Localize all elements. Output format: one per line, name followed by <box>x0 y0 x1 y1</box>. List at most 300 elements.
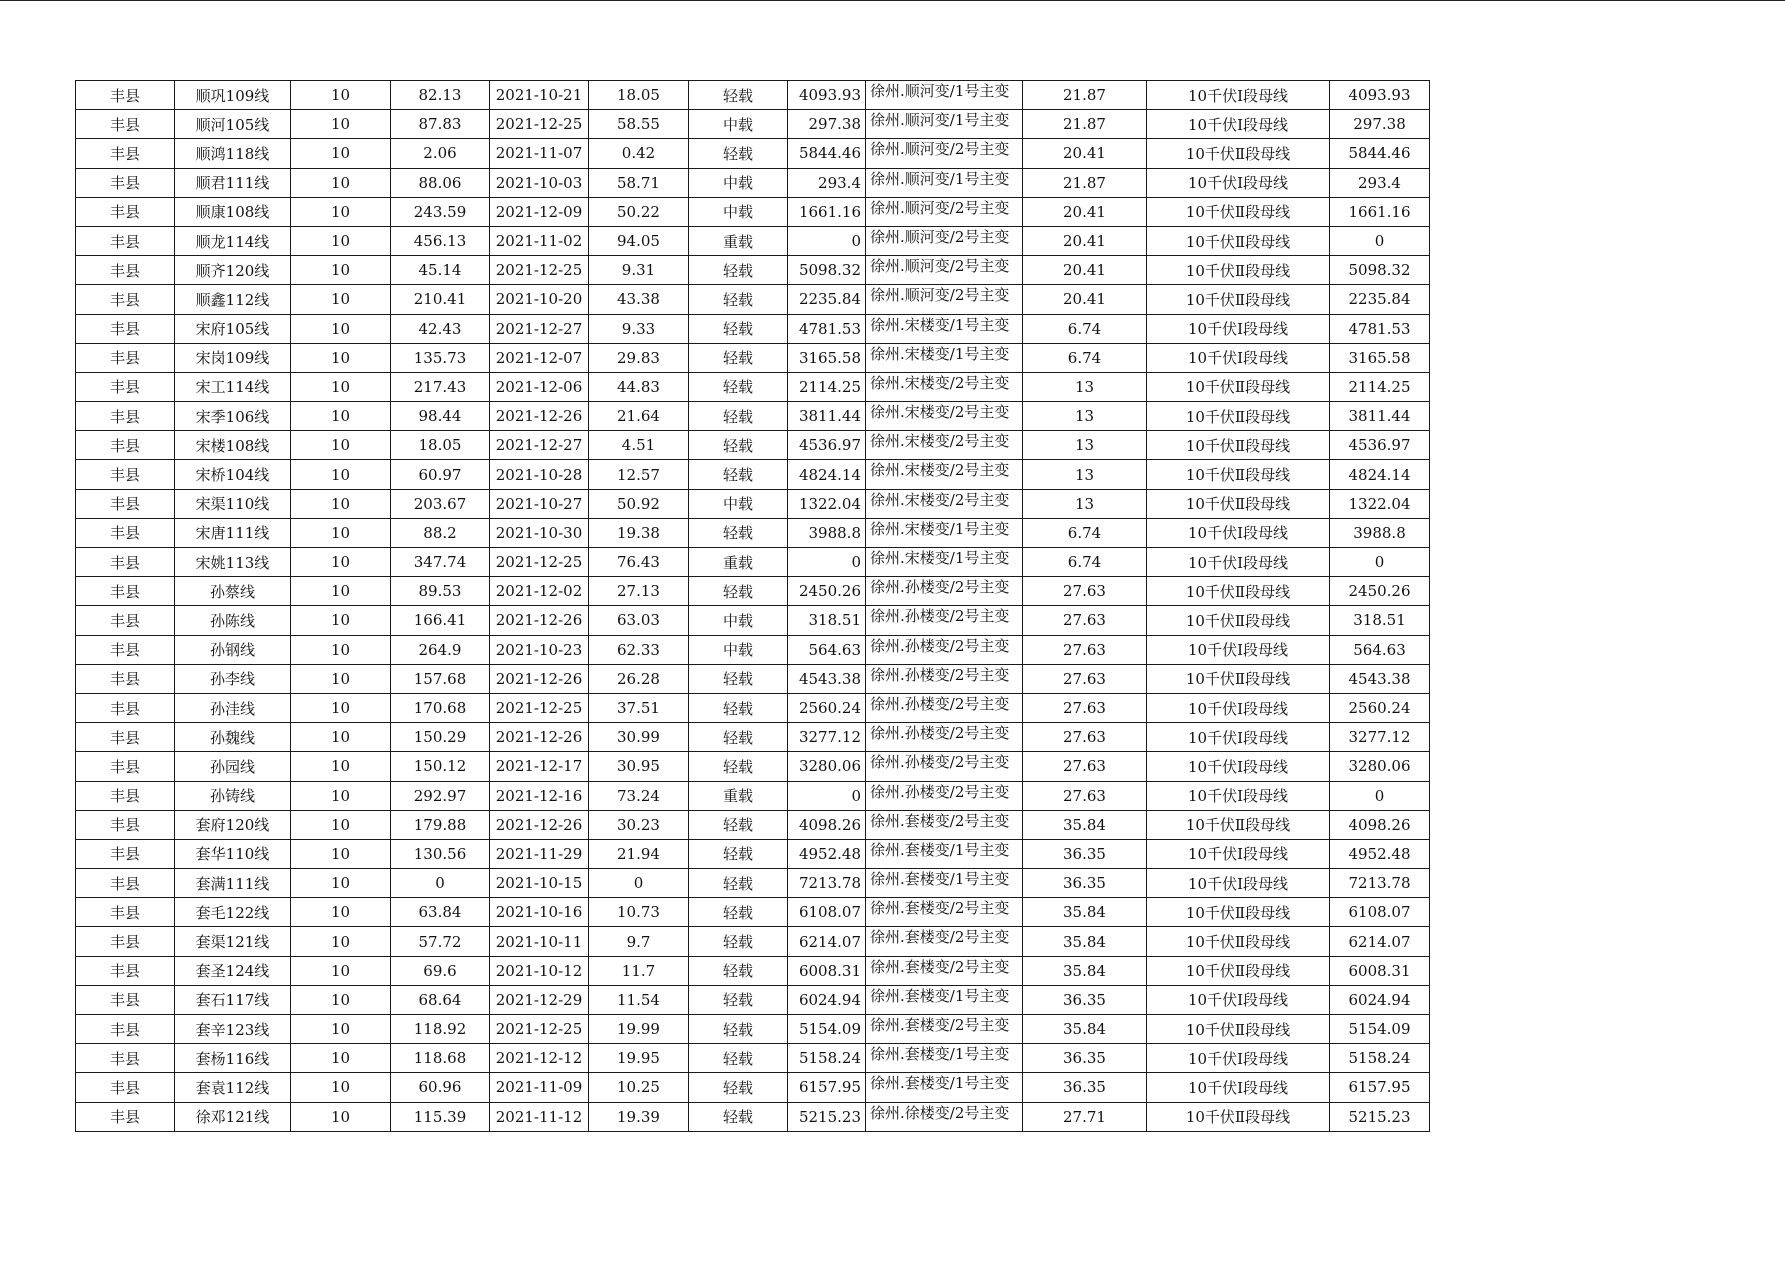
transformer-load-cell: 36.35 <box>1023 869 1147 898</box>
load-rate-cell: 76.43 <box>589 548 689 577</box>
date-cell: 2021-10-11 <box>490 927 589 956</box>
load-rate-cell: 9.33 <box>589 314 689 343</box>
voltage-cell: 10 <box>291 1015 391 1044</box>
available-capacity-cell: 3811.44 <box>788 402 866 431</box>
date-cell: 2021-10-30 <box>490 518 589 547</box>
table-row <box>76 372 1430 401</box>
line-capacity-cell: 318.51 <box>1330 606 1430 635</box>
load-rate-cell: 9.31 <box>589 256 689 285</box>
current-cell: 42.43 <box>391 314 490 343</box>
substation-transformer-cell: 徐州.套楼变/1号主变 <box>866 1044 1023 1073</box>
table-row <box>76 1102 1430 1131</box>
substation-transformer-cell: 徐州.宋楼变/2号主变 <box>866 431 1023 460</box>
date-cell: 2021-10-21 <box>490 81 589 110</box>
date-cell: 2021-12-16 <box>490 781 589 810</box>
table-row <box>76 781 1430 810</box>
busbar-cell: 10千伏Ⅱ段母线 <box>1147 1015 1330 1044</box>
available-capacity-cell: 4952.48 <box>788 839 866 868</box>
load-level-cell: 轻载 <box>689 285 788 314</box>
voltage-cell: 10 <box>291 226 391 255</box>
line-name-cell: 套杨116线 <box>175 1044 291 1073</box>
table-row <box>76 1015 1430 1044</box>
transformer-load-cell: 20.41 <box>1023 256 1147 285</box>
county-cell: 丰县 <box>76 81 175 110</box>
date-cell: 2021-12-25 <box>490 110 589 139</box>
substation-transformer-cell: 徐州.孙楼变/2号主变 <box>866 781 1023 810</box>
date-cell: 2021-10-03 <box>490 168 589 197</box>
table-row <box>76 898 1430 927</box>
available-capacity-cell: 4098.26 <box>788 810 866 839</box>
table-row <box>76 314 1430 343</box>
current-cell: 89.53 <box>391 577 490 606</box>
line-name-cell: 顺河105线 <box>175 110 291 139</box>
load-rate-cell: 50.22 <box>589 197 689 226</box>
busbar-cell: 10千伏Ⅱ段母线 <box>1147 285 1330 314</box>
busbar-cell: 10千伏Ⅰ段母线 <box>1147 635 1330 664</box>
line-capacity-cell: 5158.24 <box>1330 1044 1430 1073</box>
available-capacity-cell: 4543.38 <box>788 664 866 693</box>
load-level-cell: 轻载 <box>689 839 788 868</box>
available-capacity-cell: 3988.8 <box>788 518 866 547</box>
current-cell: 243.59 <box>391 197 490 226</box>
transformer-load-cell: 27.63 <box>1023 635 1147 664</box>
line-name-cell: 孙蔡线 <box>175 577 291 606</box>
date-cell: 2021-10-20 <box>490 285 589 314</box>
busbar-cell: 10千伏Ⅰ段母线 <box>1147 869 1330 898</box>
substation-transformer-cell: 徐州.宋楼变/2号主变 <box>866 372 1023 401</box>
load-level-cell: 轻载 <box>689 431 788 460</box>
transformer-load-cell: 27.71 <box>1023 1102 1147 1131</box>
line-capacity-cell: 2560.24 <box>1330 693 1430 722</box>
voltage-cell: 10 <box>291 402 391 431</box>
load-rate-cell: 30.95 <box>589 752 689 781</box>
busbar-cell: 10千伏Ⅱ段母线 <box>1147 139 1330 168</box>
substation-transformer-cell: 徐州.套楼变/2号主变 <box>866 898 1023 927</box>
table-row <box>76 985 1430 1014</box>
transformer-load-cell: 13 <box>1023 460 1147 489</box>
county-cell: 丰县 <box>76 839 175 868</box>
line-name-cell: 套圣124线 <box>175 956 291 985</box>
load-level-cell: 轻载 <box>689 723 788 752</box>
available-capacity-cell: 6214.07 <box>788 927 866 956</box>
available-capacity-cell: 0 <box>788 548 866 577</box>
current-cell: 118.68 <box>391 1044 490 1073</box>
county-cell: 丰县 <box>76 606 175 635</box>
busbar-cell: 10千伏Ⅰ段母线 <box>1147 548 1330 577</box>
county-cell: 丰县 <box>76 781 175 810</box>
load-level-cell: 轻载 <box>689 810 788 839</box>
load-rate-cell: 0 <box>589 869 689 898</box>
line-capacity-cell: 3277.12 <box>1330 723 1430 752</box>
load-rate-cell: 9.7 <box>589 927 689 956</box>
current-cell: 82.13 <box>391 81 490 110</box>
load-level-cell: 轻载 <box>689 664 788 693</box>
voltage-cell: 10 <box>291 606 391 635</box>
available-capacity-cell: 5215.23 <box>788 1102 866 1131</box>
load-level-cell: 轻载 <box>689 402 788 431</box>
line-capacity-cell: 5098.32 <box>1330 256 1430 285</box>
county-cell: 丰县 <box>76 664 175 693</box>
voltage-cell: 10 <box>291 460 391 489</box>
table-row <box>76 197 1430 226</box>
voltage-cell: 10 <box>291 693 391 722</box>
line-capacity-cell: 3165.58 <box>1330 343 1430 372</box>
substation-transformer-cell: 徐州.顺河变/2号主变 <box>866 256 1023 285</box>
line-capacity-cell: 4536.97 <box>1330 431 1430 460</box>
busbar-cell: 10千伏Ⅰ段母线 <box>1147 693 1330 722</box>
busbar-cell: 10千伏Ⅱ段母线 <box>1147 927 1330 956</box>
busbar-cell: 10千伏Ⅱ段母线 <box>1147 372 1330 401</box>
table-row <box>76 635 1430 664</box>
line-name-cell: 孙陈线 <box>175 606 291 635</box>
line-capacity-cell: 5154.09 <box>1330 1015 1430 1044</box>
county-cell: 丰县 <box>76 810 175 839</box>
voltage-cell: 10 <box>291 518 391 547</box>
current-cell: 203.67 <box>391 489 490 518</box>
feeder-load-table <box>75 80 1430 1132</box>
load-rate-cell: 43.38 <box>589 285 689 314</box>
line-name-cell: 宋桥104线 <box>175 460 291 489</box>
date-cell: 2021-12-26 <box>490 402 589 431</box>
substation-transformer-cell: 徐州.宋楼变/1号主变 <box>866 343 1023 372</box>
current-cell: 18.05 <box>391 431 490 460</box>
load-rate-cell: 63.03 <box>589 606 689 635</box>
line-capacity-cell: 4952.48 <box>1330 839 1430 868</box>
date-cell: 2021-11-12 <box>490 1102 589 1131</box>
line-name-cell: 宋姚113线 <box>175 548 291 577</box>
load-rate-cell: 12.57 <box>589 460 689 489</box>
line-capacity-cell: 3280.06 <box>1330 752 1430 781</box>
line-name-cell: 宋唐111线 <box>175 518 291 547</box>
available-capacity-cell: 6108.07 <box>788 898 866 927</box>
line-name-cell: 宋楼108线 <box>175 431 291 460</box>
load-rate-cell: 10.25 <box>589 1073 689 1102</box>
substation-transformer-cell: 徐州.宋楼变/1号主变 <box>866 314 1023 343</box>
busbar-cell: 10千伏Ⅰ段母线 <box>1147 723 1330 752</box>
table-row <box>76 1073 1430 1102</box>
date-cell: 2021-10-15 <box>490 869 589 898</box>
voltage-cell: 10 <box>291 810 391 839</box>
transformer-load-cell: 21.87 <box>1023 81 1147 110</box>
current-cell: 264.9 <box>391 635 490 664</box>
date-cell: 2021-12-26 <box>490 810 589 839</box>
current-cell: 456.13 <box>391 226 490 255</box>
line-name-cell: 宋工114线 <box>175 372 291 401</box>
busbar-cell: 10千伏Ⅰ段母线 <box>1147 168 1330 197</box>
transformer-load-cell: 13 <box>1023 372 1147 401</box>
voltage-cell: 10 <box>291 110 391 139</box>
table-row <box>76 256 1430 285</box>
date-cell: 2021-10-27 <box>490 489 589 518</box>
line-name-cell: 套辛123线 <box>175 1015 291 1044</box>
voltage-cell: 10 <box>291 256 391 285</box>
available-capacity-cell: 0 <box>788 226 866 255</box>
load-level-cell: 轻载 <box>689 343 788 372</box>
current-cell: 88.2 <box>391 518 490 547</box>
busbar-cell: 10千伏Ⅱ段母线 <box>1147 402 1330 431</box>
date-cell: 2021-12-25 <box>490 1015 589 1044</box>
substation-transformer-cell: 徐州.顺河变/2号主变 <box>866 197 1023 226</box>
line-capacity-cell: 0 <box>1330 548 1430 577</box>
load-level-cell: 重载 <box>689 226 788 255</box>
county-cell: 丰县 <box>76 343 175 372</box>
load-rate-cell: 26.28 <box>589 664 689 693</box>
county-cell: 丰县 <box>76 752 175 781</box>
substation-transformer-cell: 徐州.孙楼变/2号主变 <box>866 577 1023 606</box>
date-cell: 2021-10-12 <box>490 956 589 985</box>
county-cell: 丰县 <box>76 139 175 168</box>
county-cell: 丰县 <box>76 372 175 401</box>
substation-transformer-cell: 徐州.套楼变/1号主变 <box>866 839 1023 868</box>
county-cell: 丰县 <box>76 577 175 606</box>
busbar-cell: 10千伏Ⅰ段母线 <box>1147 1044 1330 1073</box>
busbar-cell: 10千伏Ⅱ段母线 <box>1147 460 1330 489</box>
county-cell: 丰县 <box>76 489 175 518</box>
available-capacity-cell: 1322.04 <box>788 489 866 518</box>
county-cell: 丰县 <box>76 985 175 1014</box>
voltage-cell: 10 <box>291 431 391 460</box>
table-body <box>76 81 1430 1132</box>
table-row <box>76 606 1430 635</box>
table-row <box>76 869 1430 898</box>
busbar-cell: 10千伏Ⅱ段母线 <box>1147 810 1330 839</box>
available-capacity-cell: 0 <box>788 781 866 810</box>
substation-transformer-cell: 徐州.宋楼变/1号主变 <box>866 548 1023 577</box>
substation-transformer-cell: 徐州.宋楼变/2号主变 <box>866 402 1023 431</box>
current-cell: 45.14 <box>391 256 490 285</box>
table-row <box>76 431 1430 460</box>
line-capacity-cell: 3811.44 <box>1330 402 1430 431</box>
available-capacity-cell: 4093.93 <box>788 81 866 110</box>
county-cell: 丰县 <box>76 518 175 547</box>
load-level-cell: 轻载 <box>689 518 788 547</box>
date-cell: 2021-12-25 <box>490 693 589 722</box>
substation-transformer-cell: 徐州.孙楼变/2号主变 <box>866 752 1023 781</box>
load-rate-cell: 4.51 <box>589 431 689 460</box>
transformer-load-cell: 35.84 <box>1023 898 1147 927</box>
date-cell: 2021-10-23 <box>490 635 589 664</box>
date-cell: 2021-11-07 <box>490 139 589 168</box>
county-cell: 丰县 <box>76 197 175 226</box>
substation-transformer-cell: 徐州.套楼变/2号主变 <box>866 956 1023 985</box>
line-capacity-cell: 1322.04 <box>1330 489 1430 518</box>
busbar-cell: 10千伏Ⅱ段母线 <box>1147 489 1330 518</box>
line-capacity-cell: 5215.23 <box>1330 1102 1430 1131</box>
current-cell: 135.73 <box>391 343 490 372</box>
county-cell: 丰县 <box>76 285 175 314</box>
county-cell: 丰县 <box>76 956 175 985</box>
current-cell: 179.88 <box>391 810 490 839</box>
load-level-cell: 中载 <box>689 110 788 139</box>
current-cell: 57.72 <box>391 927 490 956</box>
load-rate-cell: 19.39 <box>589 1102 689 1131</box>
load-rate-cell: 21.64 <box>589 402 689 431</box>
load-level-cell: 中载 <box>689 197 788 226</box>
load-rate-cell: 30.23 <box>589 810 689 839</box>
available-capacity-cell: 2450.26 <box>788 577 866 606</box>
line-capacity-cell: 2235.84 <box>1330 285 1430 314</box>
current-cell: 130.56 <box>391 839 490 868</box>
load-level-cell: 轻载 <box>689 577 788 606</box>
voltage-cell: 10 <box>291 577 391 606</box>
current-cell: 157.68 <box>391 664 490 693</box>
line-name-cell: 孙园线 <box>175 752 291 781</box>
available-capacity-cell: 2114.25 <box>788 372 866 401</box>
current-cell: 60.96 <box>391 1073 490 1102</box>
substation-transformer-cell: 徐州.顺河变/1号主变 <box>866 110 1023 139</box>
county-cell: 丰县 <box>76 548 175 577</box>
substation-transformer-cell: 徐州.套楼变/1号主变 <box>866 1073 1023 1102</box>
busbar-cell: 10千伏Ⅱ段母线 <box>1147 577 1330 606</box>
voltage-cell: 10 <box>291 168 391 197</box>
transformer-load-cell: 13 <box>1023 489 1147 518</box>
current-cell: 0 <box>391 869 490 898</box>
available-capacity-cell: 297.38 <box>788 110 866 139</box>
substation-transformer-cell: 徐州.宋楼变/2号主变 <box>866 489 1023 518</box>
load-rate-cell: 73.24 <box>589 781 689 810</box>
table-row <box>76 226 1430 255</box>
current-cell: 347.74 <box>391 548 490 577</box>
load-rate-cell: 44.83 <box>589 372 689 401</box>
table-row <box>76 518 1430 547</box>
voltage-cell: 10 <box>291 1073 391 1102</box>
load-level-cell: 中载 <box>689 635 788 664</box>
line-capacity-cell: 7213.78 <box>1330 869 1430 898</box>
busbar-cell: 10千伏Ⅱ段母线 <box>1147 197 1330 226</box>
available-capacity-cell: 318.51 <box>788 606 866 635</box>
table-row <box>76 285 1430 314</box>
voltage-cell: 10 <box>291 1044 391 1073</box>
load-rate-cell: 18.05 <box>589 81 689 110</box>
transformer-load-cell: 20.41 <box>1023 285 1147 314</box>
load-rate-cell: 30.99 <box>589 723 689 752</box>
current-cell: 217.43 <box>391 372 490 401</box>
voltage-cell: 10 <box>291 664 391 693</box>
county-cell: 丰县 <box>76 1073 175 1102</box>
transformer-load-cell: 27.63 <box>1023 723 1147 752</box>
voltage-cell: 10 <box>291 956 391 985</box>
available-capacity-cell: 1661.16 <box>788 197 866 226</box>
available-capacity-cell: 7213.78 <box>788 869 866 898</box>
busbar-cell: 10千伏Ⅰ段母线 <box>1147 781 1330 810</box>
line-name-cell: 套满111线 <box>175 869 291 898</box>
line-capacity-cell: 1661.16 <box>1330 197 1430 226</box>
load-level-cell: 轻载 <box>689 372 788 401</box>
voltage-cell: 10 <box>291 723 391 752</box>
date-cell: 2021-12-26 <box>490 723 589 752</box>
line-name-cell: 孙魏线 <box>175 723 291 752</box>
county-cell: 丰县 <box>76 1044 175 1073</box>
voltage-cell: 10 <box>291 197 391 226</box>
current-cell: 170.68 <box>391 693 490 722</box>
line-name-cell: 孙铸线 <box>175 781 291 810</box>
date-cell: 2021-12-27 <box>490 314 589 343</box>
date-cell: 2021-12-12 <box>490 1044 589 1073</box>
transformer-load-cell: 6.74 <box>1023 548 1147 577</box>
table-row <box>76 548 1430 577</box>
date-cell: 2021-12-26 <box>490 664 589 693</box>
available-capacity-cell: 5844.46 <box>788 139 866 168</box>
available-capacity-cell: 6157.95 <box>788 1073 866 1102</box>
voltage-cell: 10 <box>291 314 391 343</box>
busbar-cell: 10千伏Ⅱ段母线 <box>1147 431 1330 460</box>
load-level-cell: 轻载 <box>689 1073 788 1102</box>
voltage-cell: 10 <box>291 81 391 110</box>
line-capacity-cell: 6157.95 <box>1330 1073 1430 1102</box>
load-level-cell: 轻载 <box>689 752 788 781</box>
current-cell: 60.97 <box>391 460 490 489</box>
load-rate-cell: 58.71 <box>589 168 689 197</box>
busbar-cell: 10千伏Ⅱ段母线 <box>1147 1102 1330 1131</box>
substation-transformer-cell: 徐州.孙楼变/2号主变 <box>866 606 1023 635</box>
current-cell: 2.06 <box>391 139 490 168</box>
line-capacity-cell: 4824.14 <box>1330 460 1430 489</box>
available-capacity-cell: 2560.24 <box>788 693 866 722</box>
line-name-cell: 套华110线 <box>175 839 291 868</box>
transformer-load-cell: 21.87 <box>1023 110 1147 139</box>
voltage-cell: 10 <box>291 927 391 956</box>
available-capacity-cell: 2235.84 <box>788 285 866 314</box>
line-name-cell: 孙李线 <box>175 664 291 693</box>
transformer-load-cell: 36.35 <box>1023 1073 1147 1102</box>
voltage-cell: 10 <box>291 898 391 927</box>
line-capacity-cell: 4781.53 <box>1330 314 1430 343</box>
line-capacity-cell: 4543.38 <box>1330 664 1430 693</box>
load-rate-cell: 37.51 <box>589 693 689 722</box>
voltage-cell: 10 <box>291 839 391 868</box>
substation-transformer-cell: 徐州.宋楼变/2号主变 <box>866 460 1023 489</box>
current-cell: 115.39 <box>391 1102 490 1131</box>
line-capacity-cell: 297.38 <box>1330 110 1430 139</box>
county-cell: 丰县 <box>76 927 175 956</box>
line-capacity-cell: 3988.8 <box>1330 518 1430 547</box>
busbar-cell: 10千伏Ⅰ段母线 <box>1147 985 1330 1014</box>
transformer-load-cell: 35.84 <box>1023 1015 1147 1044</box>
date-cell: 2021-11-02 <box>490 226 589 255</box>
busbar-cell: 10千伏Ⅱ段母线 <box>1147 606 1330 635</box>
date-cell: 2021-12-17 <box>490 752 589 781</box>
load-rate-cell: 19.38 <box>589 518 689 547</box>
available-capacity-cell: 6024.94 <box>788 985 866 1014</box>
transformer-load-cell: 27.63 <box>1023 664 1147 693</box>
substation-transformer-cell: 徐州.顺河变/1号主变 <box>866 168 1023 197</box>
available-capacity-cell: 4536.97 <box>788 431 866 460</box>
load-level-cell: 轻载 <box>689 314 788 343</box>
transformer-load-cell: 27.63 <box>1023 606 1147 635</box>
county-cell: 丰县 <box>76 168 175 197</box>
load-rate-cell: 27.13 <box>589 577 689 606</box>
line-name-cell: 孙钢线 <box>175 635 291 664</box>
load-rate-cell: 11.54 <box>589 985 689 1014</box>
available-capacity-cell: 5098.32 <box>788 256 866 285</box>
load-level-cell: 轻载 <box>689 1102 788 1131</box>
substation-transformer-cell: 徐州.顺河变/2号主变 <box>866 139 1023 168</box>
table-row <box>76 693 1430 722</box>
voltage-cell: 10 <box>291 139 391 168</box>
county-cell: 丰县 <box>76 693 175 722</box>
busbar-cell: 10千伏Ⅰ段母线 <box>1147 1073 1330 1102</box>
substation-transformer-cell: 徐州.孙楼变/2号主变 <box>866 664 1023 693</box>
line-capacity-cell: 293.4 <box>1330 168 1430 197</box>
county-cell: 丰县 <box>76 431 175 460</box>
transformer-load-cell: 20.41 <box>1023 139 1147 168</box>
transformer-load-cell: 21.87 <box>1023 168 1147 197</box>
line-name-cell: 顺君111线 <box>175 168 291 197</box>
table-row <box>76 664 1430 693</box>
busbar-cell: 10千伏Ⅰ段母线 <box>1147 343 1330 372</box>
line-capacity-cell: 6108.07 <box>1330 898 1430 927</box>
load-level-cell: 中载 <box>689 606 788 635</box>
